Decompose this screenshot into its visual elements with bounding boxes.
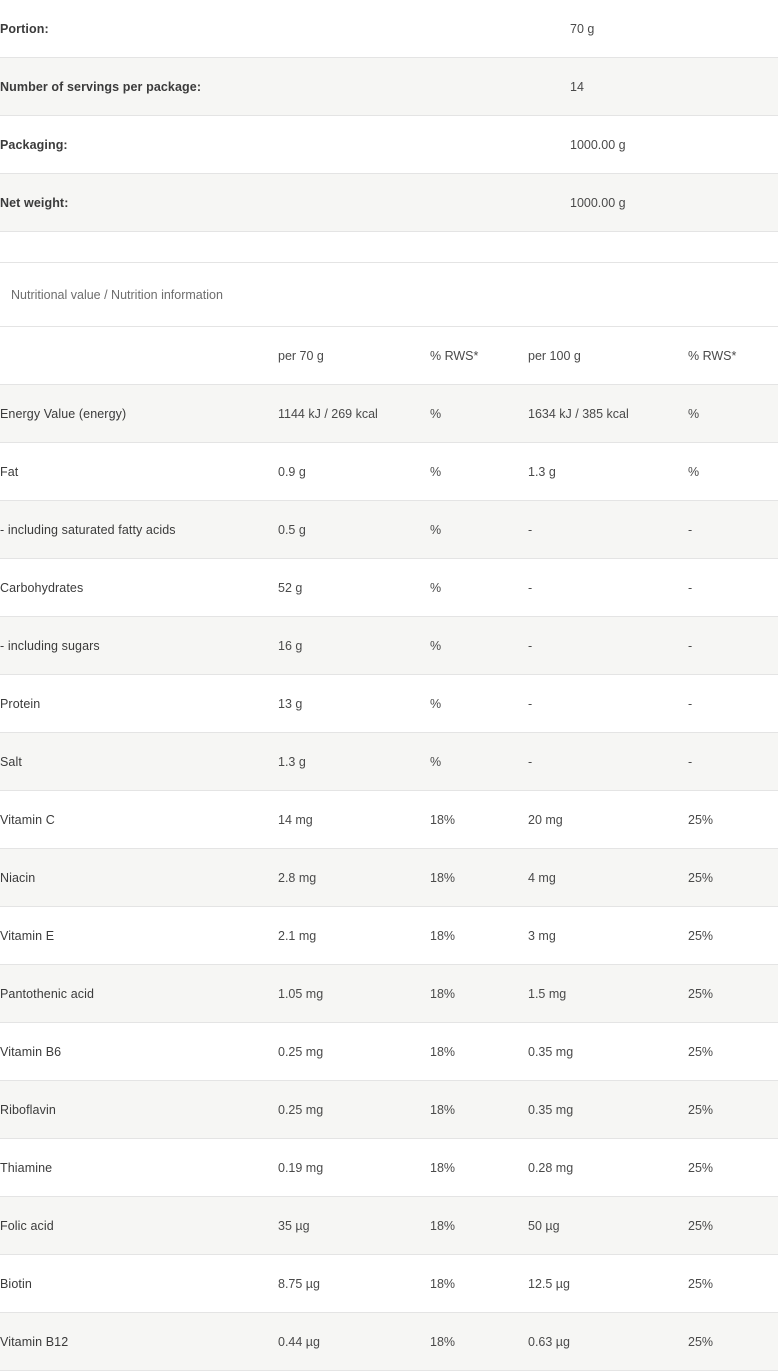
nutrient-name: Thiamine — [0, 1160, 53, 1175]
nutrient-per-portion: 1.3 g — [278, 754, 306, 769]
spec-value: 1000.00 g — [570, 195, 626, 210]
nutrient-rws-100: 25% — [688, 1160, 714, 1175]
spec-value: 1000.00 g — [570, 137, 626, 152]
nutrient-per-100: - — [528, 580, 533, 595]
nutrient-per-100: 1.3 g — [528, 464, 556, 479]
nutrient-per-100: 12.5 µg — [528, 1276, 570, 1291]
table-row — [0, 1081, 778, 1139]
nutrient-rws-100: - — [688, 522, 693, 537]
table-row — [0, 733, 778, 791]
nutrient-per-100: 0.28 mg — [528, 1160, 574, 1175]
nutrient-per-100: 1634 kJ / 385 kcal — [528, 406, 629, 421]
nutrient-rws-portion: 18% — [430, 928, 456, 943]
table-row — [0, 1139, 778, 1197]
table-row — [0, 1255, 778, 1313]
nutrient-rws-portion: % — [430, 406, 442, 421]
nutrient-rws-100: 25% — [688, 1102, 714, 1117]
column-header-rws-portion: % RWS* — [430, 348, 479, 363]
table-row — [0, 1313, 778, 1371]
nutrient-per-100: 0.35 mg — [528, 1102, 574, 1117]
table-row — [0, 501, 778, 559]
nutrient-rws-portion: 18% — [430, 1044, 456, 1059]
nutrient-name: - including sugars — [0, 638, 100, 653]
nutrient-rws-100: 25% — [688, 928, 714, 943]
table-row — [0, 1197, 778, 1255]
nutrient-per-portion: 14 mg — [278, 812, 313, 827]
nutrient-per-portion: 8.75 µg — [278, 1276, 320, 1291]
spec-label: Packaging: — [0, 137, 68, 152]
nutrient-rws-100: 25% — [688, 1276, 714, 1291]
nutrient-rws-100: - — [688, 696, 693, 711]
table-row — [0, 907, 778, 965]
table-row — [0, 385, 778, 443]
spec-label: Portion: — [0, 21, 49, 36]
nutrient-name: Folic acid — [0, 1218, 54, 1233]
nutrient-name: Fat — [0, 464, 19, 479]
nutrient-name: Vitamin B12 — [0, 1334, 69, 1349]
table-row — [0, 58, 778, 116]
nutrient-per-100: 0.63 µg — [528, 1334, 570, 1349]
nutrient-per-portion: 2.8 mg — [278, 870, 317, 885]
nutrient-name: Energy Value (energy) — [0, 406, 127, 421]
nutrition-header-row — [0, 327, 778, 385]
nutrient-rws-portion: % — [430, 754, 442, 769]
nutrient-per-100: - — [528, 522, 533, 537]
table-row — [0, 849, 778, 907]
nutrient-per-100: - — [528, 754, 533, 769]
nutrient-per-portion: 0.19 mg — [278, 1160, 324, 1175]
nutrient-per-portion: 1144 kJ / 269 kcal — [278, 406, 378, 421]
nutrient-per-portion: 0.25 mg — [278, 1044, 324, 1059]
nutrient-rws-portion: 18% — [430, 1276, 456, 1291]
nutrient-rws-portion: % — [430, 464, 442, 479]
nutrient-per-100: 1.5 mg — [528, 986, 567, 1001]
nutrient-rws-100: 25% — [688, 870, 714, 885]
nutrient-name: - including saturated fatty acids — [0, 522, 176, 537]
nutrient-per-100: 0.35 mg — [528, 1044, 574, 1059]
column-header-rws-100: % RWS* — [688, 348, 737, 363]
product-spec-table — [0, 0, 778, 232]
column-header-name — [0, 327, 278, 385]
nutrient-rws-portion: % — [430, 580, 442, 595]
table-row — [0, 116, 778, 174]
nutrient-name: Vitamin E — [0, 928, 55, 943]
nutrient-per-portion: 2.1 mg — [278, 928, 317, 943]
nutrient-rws-portion: 18% — [430, 1160, 456, 1175]
nutrient-rws-portion: 18% — [430, 812, 456, 827]
nutrient-rws-portion: 18% — [430, 870, 456, 885]
nutrient-name: Niacin — [0, 870, 36, 885]
nutrient-per-portion: 16 g — [278, 638, 303, 653]
table-row — [0, 559, 778, 617]
nutrient-rws-portion: 18% — [430, 1218, 456, 1233]
nutrient-name: Protein — [0, 696, 41, 711]
nutrition-section-title: Nutritional value / Nutrition information — [0, 263, 778, 327]
nutrient-name: Carbohydrates — [0, 580, 84, 595]
nutrient-rws-100: 25% — [688, 1218, 714, 1233]
table-row — [0, 443, 778, 501]
nutrient-per-portion: 52 g — [278, 580, 303, 595]
nutrient-per-portion: 0.5 g — [278, 522, 306, 537]
nutrient-rws-100: 25% — [688, 812, 714, 827]
nutrient-rws-portion: % — [430, 638, 442, 653]
nutrient-per-100: 3 mg — [528, 928, 556, 943]
table-row — [0, 791, 778, 849]
nutrient-rws-100: % — [688, 406, 700, 421]
nutrient-rws-100: - — [688, 580, 693, 595]
spec-value: 70 g — [570, 21, 595, 36]
table-row — [0, 0, 778, 58]
table-row — [0, 675, 778, 733]
table-row — [0, 1023, 778, 1081]
nutrient-rws-100: - — [688, 638, 693, 653]
nutrient-rws-100: 25% — [688, 986, 714, 1001]
nutrient-per-100: 50 µg — [528, 1218, 560, 1233]
nutrition-table — [0, 327, 778, 1371]
nutrient-per-portion: 0.44 µg — [278, 1334, 320, 1349]
spec-label: Number of servings per package: — [0, 79, 202, 94]
nutrient-rws-100: 25% — [688, 1334, 714, 1349]
nutrient-name: Vitamin B6 — [0, 1044, 62, 1059]
nutrient-per-100: 4 mg — [528, 870, 556, 885]
table-row — [0, 965, 778, 1023]
nutrient-per-portion: 1.05 mg — [278, 986, 324, 1001]
nutrient-per-100: 20 mg — [528, 812, 563, 827]
nutrient-rws-100: 25% — [688, 1044, 714, 1059]
nutrient-rws-portion: 18% — [430, 1334, 456, 1349]
nutrient-name: Salt — [0, 754, 22, 769]
nutrient-name: Vitamin C — [0, 812, 55, 827]
spec-value: 14 — [570, 79, 584, 94]
column-header-per-100: per 100 g — [528, 348, 581, 363]
nutrient-name: Riboflavin — [0, 1102, 56, 1117]
nutrient-rws-portion: % — [430, 522, 442, 537]
nutrient-rws-100: - — [688, 754, 693, 769]
nutrient-per-portion: 13 g — [278, 696, 303, 711]
nutrient-name: Pantothenic acid — [0, 986, 95, 1001]
nutrient-rws-100: % — [688, 464, 700, 479]
nutrient-per-portion: 35 µg — [278, 1218, 310, 1233]
nutrient-rws-portion: 18% — [430, 1102, 456, 1117]
nutrient-rws-portion: 18% — [430, 986, 456, 1001]
table-row — [0, 174, 778, 232]
spec-label: Net weight: — [0, 195, 69, 210]
nutrient-per-portion: 0.25 mg — [278, 1102, 324, 1117]
nutrient-name: Biotin — [0, 1276, 32, 1291]
nutrient-per-100: - — [528, 696, 533, 711]
table-row — [0, 617, 778, 675]
nutrient-per-100: - — [528, 638, 533, 653]
nutrient-rws-portion: % — [430, 696, 442, 711]
spacer-row — [0, 232, 778, 263]
column-header-per-portion: per 70 g — [278, 348, 324, 363]
nutrient-per-portion: 0.9 g — [278, 464, 306, 479]
